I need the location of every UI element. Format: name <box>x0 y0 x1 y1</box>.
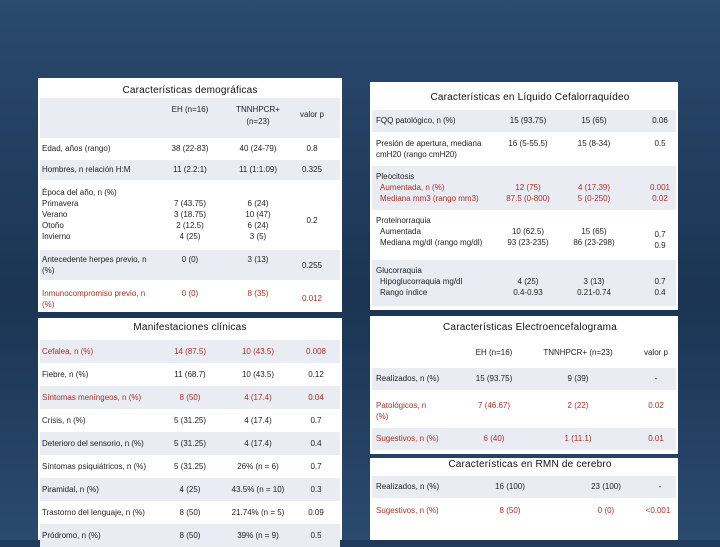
mri-row2-eh: 8 (50) <box>499 506 521 515</box>
demo-row3-tnn-2: 10 (47) <box>245 210 271 219</box>
eeg-row1-p: - <box>654 374 658 383</box>
csf-row1-p: 0.06 <box>652 116 668 125</box>
eeg-col-tnn: TNNHPCR+ (n=23) <box>543 348 613 357</box>
demo-row1-eh: 38 (22-83) <box>171 144 209 153</box>
csf-row4-eh-2: 93 (23-235) <box>507 238 549 247</box>
clinical-row-p: 0.5 <box>310 531 322 540</box>
csf-row4-label-1: Proteinorraquia <box>376 216 431 225</box>
eeg-title: Características Electroencefalograma <box>443 322 617 333</box>
eeg-row1-eh: 15 (93.75) <box>475 374 513 383</box>
csf-row4-p-1: 0.7 <box>654 230 666 239</box>
clinical-row-p: 0.7 <box>310 416 322 425</box>
clinical-row-label: Síntomas psiquiátricos, n (%) <box>42 462 147 471</box>
csf-row5-p-2: 0.4 <box>654 288 666 297</box>
mri-row1-label: Realizados, n (%) <box>376 482 440 491</box>
csf-row5-p-1: 0.7 <box>654 277 666 286</box>
eeg-row3-tnn: 1 (11.1) <box>564 434 592 443</box>
eeg-row3-p: 0.01 <box>648 434 664 443</box>
csf-row2-label-2: cmH20 (rango cmH20) <box>376 150 457 159</box>
clinical-row-p: 0.008 <box>305 347 327 356</box>
demo-row5-p: 0.012 <box>301 294 323 303</box>
clinical-row-tnn: 43.5% (n = 10) <box>231 485 285 494</box>
csf-row3-eh-1: 12 (75) <box>515 183 541 192</box>
csf-row3-tnn-1: 4 (17.39) <box>577 183 611 192</box>
csf-row5-label-2: Hipoglucorraquia mg/dl <box>380 277 463 286</box>
demo-row3-eh-1: 7 (43.75) <box>173 199 207 208</box>
demo-row3-label-2: Primavera <box>42 199 79 208</box>
demo-row3-p: 0.2 <box>306 216 318 225</box>
demo-row4-eh: 0 (0) <box>181 255 199 264</box>
clinical-row-p: 0.3 <box>310 485 322 494</box>
clinical-row-p: 0.09 <box>308 508 324 517</box>
eeg-row2-label-2: (%) <box>376 412 389 421</box>
clinical-row-tnn: 10 (43.5) <box>241 370 275 379</box>
demo-row2-eh: 11 (2.2:1) <box>173 165 207 174</box>
csf-row5-eh-2: 0.4-0.93 <box>513 288 543 297</box>
demo-row3-label-3: Verano <box>42 210 68 219</box>
demo-row2-tnn: 11 (1:1.09) <box>238 165 278 174</box>
csf-row3-label-2: Aumentada, n (%) <box>380 183 445 192</box>
clinical-row-label: Cefalea, n (%) <box>42 347 94 356</box>
clinical-row-tnn: 4 (17.4) <box>244 393 272 402</box>
csf-row2-tnn: 15 (8-34) <box>577 139 611 148</box>
clinical-row-eh: 4 (25) <box>179 485 201 494</box>
mri-row2-tnn: 0 (0) <box>597 506 615 515</box>
demographics-col-p: valor p <box>299 110 324 119</box>
eeg-row2-tnn: 2 (22) <box>567 401 589 410</box>
csf-row5-label-3: Rango índice <box>380 288 428 297</box>
clinical-row-label: Deterioro del sensorio, n (%) <box>42 439 144 448</box>
clinical-row-tnn: 10 (43.5) <box>241 347 275 356</box>
demographics-col-tnn-n: (n=23) <box>246 117 270 126</box>
demo-row5-label-1: Inmunocompromiso previo, n <box>42 289 146 298</box>
mri-title: Características en RMN de cerebro <box>448 459 612 470</box>
demo-row3-tnn-1: 6 (24) <box>247 199 269 208</box>
clinical-row-label: Crisis, n (%) <box>42 416 86 425</box>
eeg-row2-label-1: Patológicos, n <box>376 401 427 410</box>
csf-row3-p-2: 0.02 <box>652 194 668 203</box>
csf-row4-p-2: 0.9 <box>654 241 666 250</box>
eeg-row3-label: Sugestivos, n (%) <box>376 434 439 443</box>
csf-title: Características en Líquido Cefalorraquídeo <box>430 92 630 103</box>
mri-panel <box>370 458 678 540</box>
clinical-row-p: 0.7 <box>310 462 322 471</box>
clinical-row-eh: 8 (50) <box>179 531 201 540</box>
clinical-row-label: Fiebre, n (%) <box>42 370 89 379</box>
csf-row3-eh-2: 87.5 (0-800) <box>506 194 550 203</box>
demo-row4-tnn: 3 (13) <box>247 255 269 264</box>
csf-row3-p-1: 0.001 <box>649 183 671 192</box>
clinical-row-label: Trastorno del lenguaje, n (%) <box>42 508 145 517</box>
demo-row1-tnn: 40 (24-79) <box>239 144 277 153</box>
demo-row5-label-2: (%) <box>42 300 55 309</box>
mri-row2-label: Sugestivos, n (%) <box>376 506 439 515</box>
eeg-row2-eh: 7 (46.67) <box>477 401 511 410</box>
clinical-row-tnn: 4 (17.4) <box>244 416 272 425</box>
csf-row4-eh-1: 10 (62.5) <box>511 227 545 236</box>
demo-row3-tnn-3: 6 (24) <box>247 221 269 230</box>
demo-row1-label: Edad, años (rango) <box>42 144 111 153</box>
mri-row1-eh: 16 (100) <box>495 482 525 491</box>
demo-row3-tnn-4: 3 (5) <box>249 232 267 241</box>
demo-row5-eh: 0 (0) <box>181 289 199 298</box>
clinical-row-eh: 8 (50) <box>179 393 201 402</box>
eeg-col-p: valor p <box>643 348 668 357</box>
clinical-row-p: 0.04 <box>308 393 324 402</box>
eeg-row3-eh: 6 (40) <box>483 434 505 443</box>
clinical-row-tnn: 4 (17.4) <box>244 439 272 448</box>
clinical-row-tnn: 26% (n = 6) <box>237 462 279 471</box>
clinical-row-eh: 5 (31.25) <box>173 416 207 425</box>
demo-row4-p: 0.255 <box>301 261 323 270</box>
clinical-row-tnn: 39% (n = 9) <box>237 531 279 540</box>
demo-row3-label-1: Época del año, n (%) <box>42 188 117 197</box>
mri-row1-tnn: 23 (100) <box>591 482 621 491</box>
clinical-row-label: Síntomas meníngeos, n (%) <box>42 393 142 402</box>
csf-row4-tnn-1: 15 (65) <box>581 227 607 236</box>
csf-row4-tnn-2: 86 (23-298) <box>573 238 615 247</box>
csf-row2-eh: 16 (5-55.5) <box>508 139 548 148</box>
clinical-row-eh: 8 (50) <box>179 508 201 517</box>
clinical-row-eh: 11 (68.7) <box>174 370 206 379</box>
csf-row4-label-2: Aumentada <box>380 227 421 236</box>
eeg-row1-tnn: 9 (39) <box>567 374 589 383</box>
demo-row3-label-4: Otoño <box>42 221 64 230</box>
csf-row2-label-1: Presión de apertura, mediana <box>376 139 482 148</box>
clinical-title: Manifestaciones clínicas <box>133 322 247 333</box>
csf-row2-p: 0.5 <box>654 139 666 148</box>
demo-row3-eh-2: 3 (18.75) <box>173 210 207 219</box>
csf-row1-label: FQQ patológico, n (%) <box>376 116 456 125</box>
csf-row4-label-3: Mediana mg/dl (rango mg/dl) <box>380 238 483 247</box>
csf-row3-label-1: Pleocitosis <box>376 172 415 181</box>
eeg-row2-p: 0.02 <box>648 401 664 410</box>
demo-row3-label-5: Invierno <box>42 232 71 241</box>
demo-row4-label-2: (%) <box>42 266 55 275</box>
csf-row5-tnn-1: 3 (13) <box>583 277 605 286</box>
demo-row1-p: 0.8 <box>306 144 318 153</box>
demo-row3-eh-4: 4 (25) <box>179 232 201 241</box>
demo-row4-label-1: Antecedente herpes previo, n <box>42 255 147 264</box>
clinical-row-eh: 5 (31.25) <box>173 439 207 448</box>
demographics-title: Características demográficas <box>122 85 258 96</box>
csf-row5-label-1: Glucorraquia <box>376 266 422 275</box>
eeg-col-eh: EH (n=16) <box>475 348 513 357</box>
csf-row3-tnn-2: 5 (0-250) <box>577 194 611 203</box>
csf-row5-eh-1: 4 (25) <box>517 277 539 286</box>
clinical-row-p: 0.12 <box>308 370 324 379</box>
demo-row5-tnn: 8 (35) <box>247 289 269 298</box>
clinical-row-label: Piramidal, n (%) <box>42 485 99 494</box>
clinical-row-eh: 14 (87.5) <box>173 347 207 356</box>
clinical-row-label: Pródromo, n (%) <box>42 531 101 540</box>
clinical-row-tnn: 21.74% (n = 5) <box>231 508 285 517</box>
demo-row3-eh-3: 2 (12.5) <box>176 221 204 230</box>
demo-row2-label: Hombres, n relación H:M <box>42 165 131 174</box>
demographics-col-tnn: TNNHPCR+ <box>236 105 280 114</box>
clinical-row-p: 0.4 <box>310 439 322 448</box>
eeg-row1-label: Realizados, n (%) <box>376 374 440 383</box>
mri-row1-p: - <box>658 482 662 491</box>
csf-row3-label-3: Mediana mm3 (rango mm3) <box>380 194 479 203</box>
demographics-col-eh: EH (n=16) <box>171 105 209 114</box>
demo-row2-p: 0.325 <box>301 165 323 174</box>
csf-row1-tnn: 15 (65) <box>581 116 607 125</box>
clinical-row-eh: 5 (31.25) <box>173 462 207 471</box>
mri-row2-p: <0.001 <box>645 506 671 515</box>
csf-row5-tnn-2: 0.21-0.74 <box>577 288 611 297</box>
csf-row1-eh: 15 (93.75) <box>509 116 547 125</box>
